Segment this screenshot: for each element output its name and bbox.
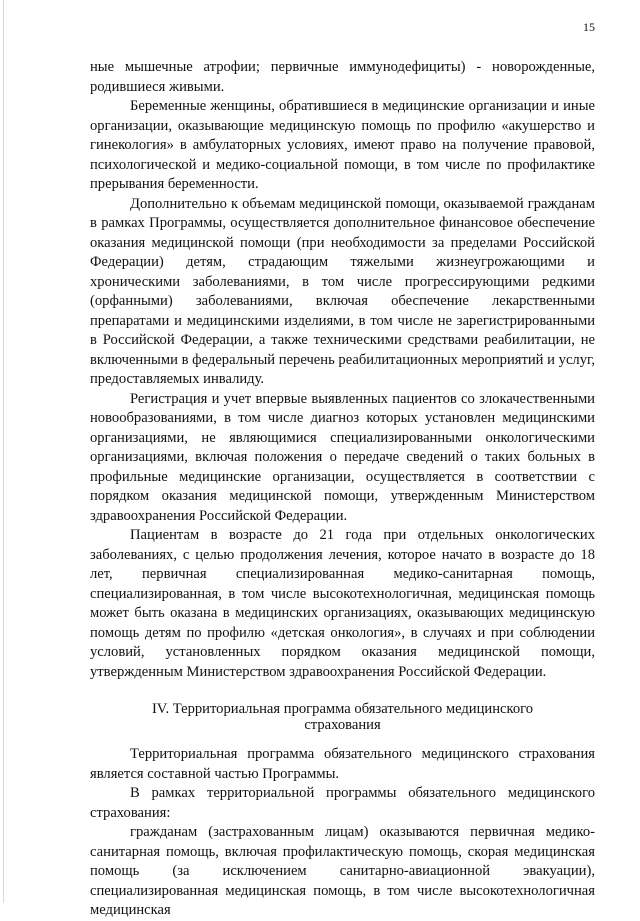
paragraph-continuation: ные мышечные атрофии; первичные иммунодефициты) - новорожденные, родившиеся живыми. bbox=[90, 59, 595, 95]
paragraph-territorial-program: Территориальная программа обязательного медицинского страхования является составной частью Программы. bbox=[90, 746, 595, 782]
paragraph-within-program: В рамках территориальной программы обязательного медицинского страхования: bbox=[90, 785, 595, 821]
paragraph-oncology-registration: Регистрация и учет впервые выявленных пациентов со злокачественными новообразованиями, в том числе диагноз которых установлен медицинскими организациями, не являющимися специализированными онкологическими организациями, включая положения о передаче сведений о таких больных в профильные медицинские организации, осуществляется в соответствии с порядком оказания медицинской помощи, утвержденным Министерством здравоохранения Российской Федерации. bbox=[90, 390, 595, 524]
section-heading-line-1: IV. Территориальная программа обязательного медицинского bbox=[151, 701, 534, 717]
page-number: 15 bbox=[583, 20, 595, 34]
scan-margin-line bbox=[3, 0, 4, 903]
section-heading bbox=[90, 701, 595, 733]
paragraph-pregnant-women: Беременные женщины, обратившиеся в медицинские организации и иные организации, оказывающие медицинскую помощь по профилю «акушерство и гинекология» в амбулаторных условиях, имеют право на получение правовой, психологической и медико-социальной помощи, в том числе по профилактике прерывания беременности. bbox=[90, 98, 595, 192]
paragraph-additional-funding: Дополнительно к объемам медицинской помощи, оказываемой гражданам в рамках Программы, осуществляется дополнительное финансовое обеспечение оказания медицинской помощи (при необходимости за пределами Российской Федерации) детям, страдающим тяжелыми жизнеугрожающими и хроническими заболеваниями, в том числе прогрессирующими редкими (орфанными) заболеваниями, включая обеспечение лекарственными препаратами и медицинскими изделиями, в том числе не зарегистрированными в Российской Федерации, а также техническими средствами реабилитации, не включенными в федеральный перечень реабилитационных мероприятий и услуг, предоставляемых инвалиду. bbox=[90, 195, 595, 387]
section-heading-line-2: страхования bbox=[304, 717, 381, 733]
paragraph-patients-under-21: Пациентам в возрасте до 21 года при отдельных онкологических заболеваниях, с целью продолжения лечения, которое начато в возрасте до 18 лет, первичная специализированная медико-санитарная помощь, специализированная, в том числе высокотехнологичная, медицинская помощь может быть оказана в медицинских организациях, оказывающих медицинскую помощь детям по профилю «детская онкология», в случаях и при соблюдении условий, установленных порядком оказания медицинской помощи, утвержденным Министерством здравоохранения Российской Федерации. bbox=[90, 527, 595, 680]
paragraph-citizens-care: гражданам (застрахованным лицам) оказываются первичная медико-санитарная помощь, включая профилактическую помощь, скорая медицинская помощь (за исключением санитарно-авиационной эвакуации), специализированная медицинская помощь, в том числе высокотехнологичная медицинская bbox=[90, 824, 595, 918]
document-body bbox=[90, 58, 595, 921]
